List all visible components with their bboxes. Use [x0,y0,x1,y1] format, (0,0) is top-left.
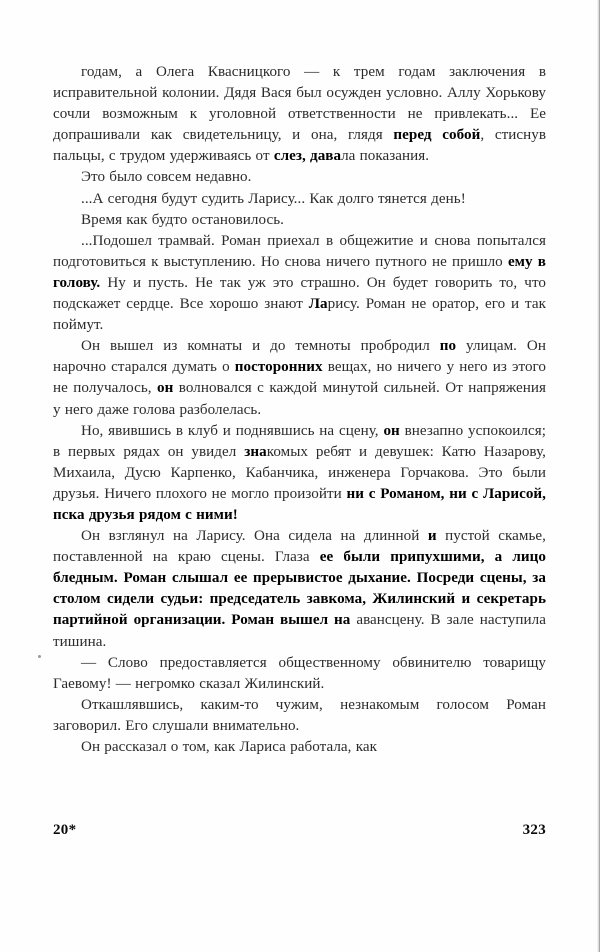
paragraph [53,231,546,336]
text-run: он [383,422,400,439]
text-run: ни с Романом, ни с Ларисой, пска друзья рядом с ними! [53,485,547,523]
paragraph [53,737,546,758]
text-run: авансцену. В зале наступила тишина. [53,612,546,650]
text-run: внезапно успокоился; в первых рядах он увидел [53,422,547,460]
text-run: Он вышел из комнаты и до темноты пробродил [81,338,440,355]
text-run: ...Подошел трамвай. Роман приехал в общежитие и снова попытался подготовиться к выступлению. Но снова ничего путного не пришло [53,232,546,270]
text-run: ему в голову. [53,253,546,291]
text-run: Он рассказал о том, как Лариса работала, как [81,739,378,755]
text-run: годам, а Олега Квасницкого — к трем годам заключения в исправительной колонии. Дядя Вася был осужден условно. Аллу Хорькову сочли возможным к уголовной ответственности не привлекать... Ее допрашивали как свидетельницу, и она, глядя [53,64,546,144]
text-run: Ну и пусть. Не так уж это страшно. Он будет говорить то, что подскажет сердце. Все хорошо знают [53,274,546,313]
page-footer [53,822,546,844]
text-run: и [427,528,437,545]
paragraph [53,210,546,231]
text-run: по [439,338,457,355]
paragraph [53,526,546,653]
text-run: Он взглянул на Ларису. Она сидела на длинной [81,528,428,545]
text-run: волновался с каждой минутой сильней. От напряжения у него даже голова разболелась. [53,380,546,418]
paragraph [53,189,546,210]
scan-speck-artifact [38,655,41,658]
text-run: зна [244,443,267,460]
text-run: ла показания. [341,148,430,165]
text-run: , стиснув пальцы, с трудом удерживаясь от [53,127,546,165]
text-run: посторонних [234,359,323,376]
page-text-block [53,62,546,758]
text-run: Откашлявшись, каким-то чужим, незнакомым голосом Роман заговорил. Его слушали внимательно. [53,696,546,734]
text-run: Время как будто остановилось. [81,211,284,228]
page-number: 323 [522,822,546,838]
paragraph [53,653,546,695]
paragraph [53,695,546,737]
text-run: Но, явившись в клуб и поднявшись на сцену, [81,422,384,439]
signature-mark: 20* [53,822,77,838]
text-run: слез, дава [273,148,342,165]
text-run: — Слово предоставляется общественному обвинителю товарищу Гаевому! — негромко сказал Жилинский. [53,654,546,692]
text-run: ее были припухшими, а лицо бледным. Роман слышал ее прерывистое дыхание. Посреди сцены, за столом сидели судьи: председатель завкома, Жилинский и секретарь партийной организации. Роман вышел на [53,549,546,629]
text-run: перед собой [393,127,481,144]
paragraph [53,167,546,188]
paragraph [53,421,546,526]
text-run: ...А сегодня будут судить Ларису... Как долго тянется день! [81,190,466,207]
text-run: комых ребят и девушек: Катю Назарову, Михаила, Дусю Карпенко, Кабанчика, инженера Горчакова. Это были друзья. Ничего плохого не могло произойти [53,443,547,502]
text-run: Это было совсем недавно. [81,169,252,186]
text-run: вещах, но ничего у него из этого не получалось, [53,359,547,397]
paragraph [53,336,546,420]
text-run: он [157,380,174,397]
text-run: рису. Роман не оратор, его и так поймут. [53,296,546,334]
paragraph [53,62,546,167]
text-run: Ла [308,296,328,313]
text-run: пустой скамье, поставленной на краю сцены. Глаза [53,528,546,566]
text-run: улицам. Он нарочно старался думать о [53,338,546,376]
